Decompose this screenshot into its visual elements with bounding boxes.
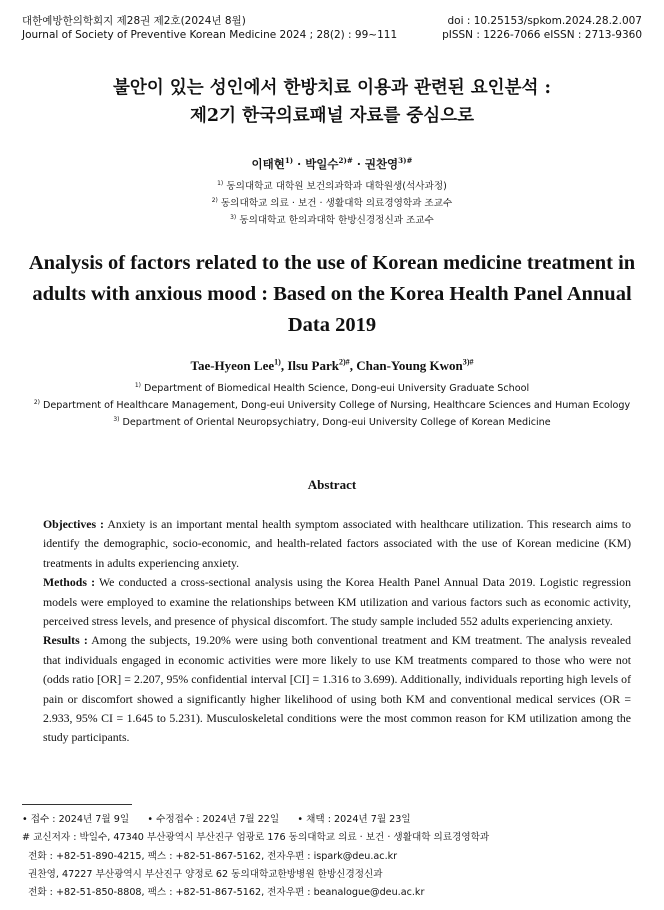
- author-affiliation-mark: 3)#: [462, 357, 474, 367]
- author-separator: ,: [349, 358, 357, 373]
- affiliation-item: [0, 195, 664, 212]
- affiliation-mark: 1): [217, 179, 224, 187]
- affiliations-english: [0, 380, 664, 431]
- affiliation-text: Department of Oriental Neuropsychiatry, Dong-eui University College of Korean Medicine: [122, 417, 551, 428]
- corresponding-author-2: 권찬영, 47227 부산광역시 부산진구 양정로 62 동의대학교한방병원 한방신경정신과: [22, 868, 383, 880]
- author-separator: ·: [352, 157, 365, 171]
- authors-korean: [0, 156, 664, 172]
- affiliation-item: [0, 414, 664, 431]
- affiliation-item: [0, 212, 664, 229]
- footnote-rule: [22, 804, 132, 805]
- abstract-methods: [43, 573, 631, 631]
- affiliations-korean: [0, 178, 664, 229]
- abstract-results: [43, 631, 631, 747]
- running-header-left: [22, 14, 397, 42]
- author-affiliation-mark: 1): [274, 357, 281, 367]
- affiliation-mark: 2): [211, 196, 218, 204]
- doi[interactable]: doi : 10.25153/spkom.2024.28.2.007: [447, 15, 642, 27]
- affiliation-text: 동의대학교 대학원 보건의과학과 대학원생(석사과정): [226, 181, 447, 192]
- results-text: Among the subjects, 19.20% were using both conventional treatment and KM treatment. The analysis revealed that individuals engaged in economic activities were more likely to use KM treatments compared to those who were not (odds ratio [OR] = 2.207, 95% confidential interval [CI] = 1.316 to 3.699). Additionally, individuals reporting high levels of pain or discomfort showed a significantly higher likelihood of using both KM and conventional medical services (OR = 2.933, 95% CI = 1.645 to 5.231). Musculoskeletal conditions were the most common reason for KM utilization among the study participants.: [43, 633, 631, 745]
- methods-text: We conducted a cross-sectional analysis using the Korea Health Panel Annual Data 2019. Logistic regression models were employed to examine the relationships between KM utilization and various factors such as economic activity, perceived stress levels, and presence of physical discomfort. The study sample included 552 adults experiencing anxiety.: [43, 575, 631, 629]
- title-english-line1: Analysis of factors related to the use of Korean medicine treatment in: [28, 252, 636, 274]
- issn: pISSN : 1226-7066 eISSN : 2713-9360: [442, 29, 642, 41]
- corresponding-author-1: # 교신저자 : 박일수, 47340 부산광역시 부산진구 엄광로 176 동의대학교 의료 · 보건 · 생활대학 의료경영학과: [22, 832, 490, 844]
- title-korean-line2: 제2기 한국의료패널 자료를 중심으로: [189, 106, 475, 126]
- corresponding-contact-1: 전화 : +82-51-890-4215, 팩스 : +82-51-867-5162, 전자우편 : ispark@deu.ac.kr: [22, 850, 398, 862]
- author-name: 박일수: [305, 157, 339, 171]
- title-english-line2: adults with anxious mood : Based on the Korea Health Panel Annual: [32, 283, 632, 305]
- objectives-label: Objectives :: [43, 517, 104, 531]
- title-korean-line1: 불안이 있는 성인에서 한방치료 이용과 관련된 요인분석 :: [113, 78, 551, 98]
- journal-english: Journal of Society of Preventive Korean Medicine 2024 ; 28(2) : 99~111: [22, 29, 398, 41]
- affiliation-mark: 2): [33, 398, 40, 406]
- abstract-heading: Abstract: [307, 477, 357, 492]
- author-name: Tae-Hyeon Lee: [190, 358, 275, 373]
- author-separator: ,: [280, 358, 288, 373]
- affiliation-item: [0, 397, 664, 414]
- author-separator: ·: [293, 157, 306, 171]
- author-name: Ilsu Park: [287, 358, 339, 373]
- abstract-objectives: [43, 515, 631, 573]
- affiliation-text: 동의대학교 한의과대학 한방신경정신과 조교수: [239, 215, 434, 226]
- author-affiliation-mark: 3)#: [398, 156, 413, 166]
- affiliation-item: [0, 178, 664, 195]
- affiliation-text: Department of Biomedical Health Science, Dong-eui University Graduate School: [144, 383, 530, 394]
- affiliation-mark: 3): [113, 415, 120, 423]
- title-korean: [0, 74, 664, 130]
- methods-label: Methods :: [43, 575, 96, 590]
- author-name: 권찬영: [364, 157, 399, 171]
- affiliation-mark: 1): [134, 381, 141, 389]
- title-english-line3: Data 2019: [287, 314, 377, 336]
- author-affiliation-mark: 1): [284, 156, 294, 166]
- authors-english: [0, 358, 664, 374]
- affiliation-item: [0, 380, 664, 397]
- author-affiliation-mark: 2)#: [338, 357, 350, 367]
- objectives-text: Anxiety is an important mental health symptom associated with healthcare utilization. This research aims to identify the demographic, socio-economic, and health-related factors associated with the use of Korean medicine (KM) treatments in adults experiencing anxiety.: [43, 517, 631, 570]
- title-english: [20, 248, 644, 341]
- abstract-body: [43, 515, 631, 748]
- author-name: 이태현: [251, 157, 285, 171]
- results-label: Results :: [43, 633, 88, 648]
- journal-korean: 대한예방한의학회지 제28권 제2호(2024년 8월): [22, 15, 246, 27]
- footnotes: [22, 811, 642, 902]
- affiliation-text: 동의대학교 의료 · 보건 · 생활대학 의료경영학과 조교수: [220, 198, 453, 209]
- running-header-right: [442, 14, 642, 42]
- author-affiliation-mark: 2)#: [338, 156, 353, 166]
- submission-dates: • 접수 : 2024년 7월 9일 • 수정접수 : 2024년 7월 22일 • 채택 : 2024년 7월 23일: [22, 814, 411, 825]
- affiliation-text: Department of Healthcare Management, Dong-eui University College of Nursing, Healthcare Sciences and Human Ecology: [42, 400, 631, 411]
- author-name: Chan-Young Kwon: [356, 358, 463, 373]
- affiliation-mark: 3): [230, 213, 237, 221]
- corresponding-contact-2: 전화 : +82-51-850-8808, 팩스 : +82-51-867-5162, 전자우편 : beanalogue@deu.ac.kr: [22, 887, 425, 899]
